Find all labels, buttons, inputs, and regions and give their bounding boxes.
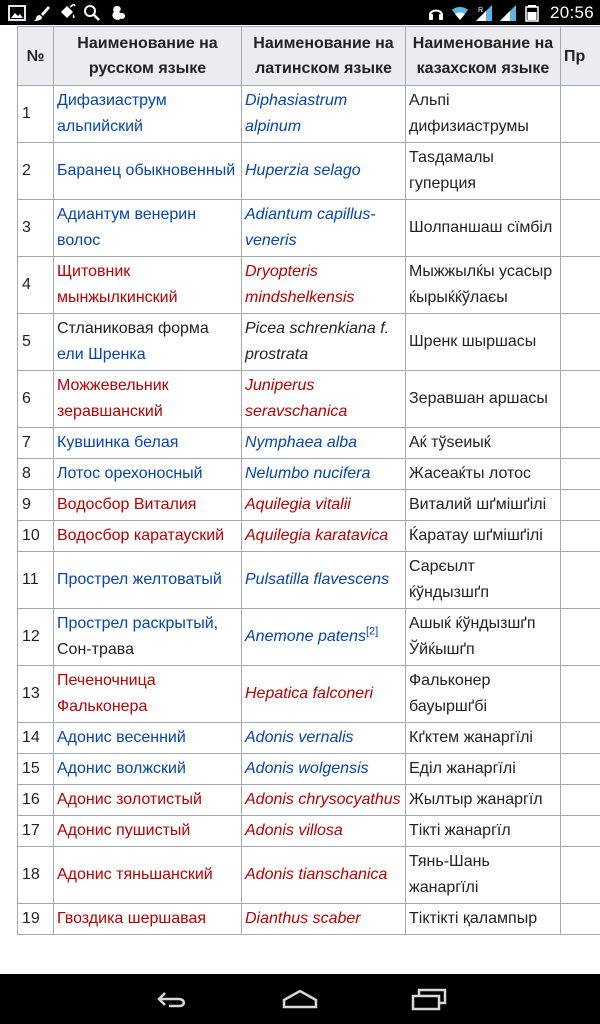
russian-name-cell [54, 666, 242, 723]
russian-name-link[interactable]: Гвоздика шершавая [57, 910, 207, 927]
table-body [18, 86, 600, 935]
russian-name-cell [54, 904, 242, 935]
kazakh-name-cell: Мыжжылќы усасыр ќырыќќўлаєы [406, 257, 561, 314]
note-cell [561, 847, 600, 904]
table-row [18, 459, 600, 490]
note-cell [561, 428, 600, 459]
latin-name-link[interactable]: Diphasiastrum alpinum [245, 92, 348, 135]
kazakh-name-cell: Еділ жанаргїлі [406, 754, 561, 785]
russian-name-cell [54, 609, 242, 666]
row-number: 5 [18, 314, 54, 371]
signal-strength-icon [499, 4, 517, 22]
table-row [18, 200, 600, 257]
kazakh-name-cell: Альпі дифизиаструмы [406, 86, 561, 143]
kazakh-name-cell: Тікті жанаргїл [406, 816, 561, 847]
russian-name-link[interactable]: Дифазиаструм альпийский [57, 92, 167, 135]
kazakh-name-cell: Тянь-Шань жанаргїлі [406, 847, 561, 904]
latin-name-link[interactable]: Juniperus seravschanica [245, 377, 348, 420]
latin-name-cell [242, 490, 406, 521]
russian-name-cell [54, 86, 242, 143]
russian-name-text: , Сон-трава [57, 615, 219, 658]
table-row [18, 428, 600, 459]
table-header-row [18, 27, 600, 86]
russian-name-link[interactable]: Адонис весенний [57, 729, 186, 746]
note-cell [561, 490, 600, 521]
latin-name-link[interactable]: Dryopteris mindshelkensis [245, 263, 355, 306]
squirrel-icon [108, 4, 126, 22]
table-row [18, 609, 600, 666]
russian-name-cell [54, 143, 242, 200]
header-russian-name[interactable]: Наименование на русском языке [54, 27, 242, 86]
signal-strength-icon [475, 4, 493, 22]
clock: 20:56 [549, 2, 594, 22]
home-icon [280, 987, 320, 1011]
row-number: 4 [18, 257, 54, 314]
latin-name-link[interactable]: Aquilegia vitalii [245, 496, 351, 513]
russian-name-link[interactable]: Адонис волжский [57, 760, 186, 777]
latin-name-link[interactable]: Nymphaea alba [245, 434, 358, 451]
navigation-bar [0, 974, 600, 1024]
row-number: 16 [18, 785, 54, 816]
table-row [18, 521, 600, 552]
table-row [18, 490, 600, 521]
note-cell [561, 143, 600, 200]
latin-name-cell [242, 666, 406, 723]
latin-name-cell [242, 86, 406, 143]
back-button[interactable] [143, 983, 203, 1015]
table-row [18, 847, 600, 904]
latin-name-cell [242, 314, 406, 371]
table-row [18, 816, 600, 847]
table-row [18, 904, 600, 935]
note-cell [561, 86, 600, 143]
home-button[interactable] [270, 983, 330, 1015]
latin-name-link[interactable]: Adonis villosa [245, 822, 343, 839]
russian-name-link[interactable]: Щитовник мынжылкинский [57, 263, 178, 306]
table-row [18, 785, 600, 816]
back-icon [155, 987, 191, 1011]
latin-name-link[interactable]: Aquilegia karatavica [245, 527, 389, 544]
note-cell [561, 459, 600, 490]
russian-name-cell [54, 371, 242, 428]
latin-name-link[interactable]: Adonis wolgensis [245, 760, 369, 777]
latin-name-cell [242, 754, 406, 785]
latin-name-cell [242, 428, 406, 459]
russian-name-cell [54, 785, 242, 816]
row-number: 17 [18, 816, 54, 847]
russian-name-link[interactable]: Адиантум венерин волос [57, 206, 197, 249]
russian-name-text: Стланиковая форма [57, 320, 209, 337]
russian-name-link[interactable]: Лотос орехоносный [57, 465, 203, 482]
row-number: 9 [18, 490, 54, 521]
row-number: 6 [18, 371, 54, 428]
latin-name-link[interactable]: Adonis tianschanica [245, 866, 388, 883]
russian-name-link[interactable]: Можжевельник зеравшанский [57, 377, 169, 420]
latin-name-link[interactable]: Huperzia selago [245, 162, 361, 179]
kazakh-name-cell: Жасеаќты лотос [406, 459, 561, 490]
note-cell [561, 200, 600, 257]
kazakh-name-cell: Тіктікті қалампыр [406, 904, 561, 935]
note-cell [561, 371, 600, 428]
kazakh-name-cell: Зеравшан аршасы [406, 371, 561, 428]
note-cell [561, 785, 600, 816]
russian-name-cell [54, 490, 242, 521]
table-row [18, 143, 600, 200]
page-content[interactable] [0, 25, 600, 975]
plants-table [17, 26, 600, 935]
kazakh-name-cell: Ќаратау шґмішґілі [406, 521, 561, 552]
row-number: 18 [18, 847, 54, 904]
kazakh-name-cell: Таѕдамалы гуперция [406, 143, 561, 200]
russian-name-link[interactable]: Водосбор Виталия [57, 496, 197, 513]
recent-apps-icon [409, 986, 449, 1012]
brush-icon [33, 4, 51, 22]
headphones-icon [427, 4, 445, 22]
russian-name-link[interactable]: Адонис пушистый [57, 822, 191, 839]
note-cell [561, 521, 600, 552]
russian-name-cell [54, 200, 242, 257]
note-cell [561, 314, 600, 371]
note-cell [561, 754, 600, 785]
latin-name-cell [242, 143, 406, 200]
latin-name-cell [242, 459, 406, 490]
russian-name-cell [54, 552, 242, 609]
table-row [18, 314, 600, 371]
status-bar [0, 0, 600, 25]
note-cell [561, 666, 600, 723]
row-number: 8 [18, 459, 54, 490]
note-cell [561, 723, 600, 754]
latin-name-text: Picea schrenkiana f. prostrata [245, 320, 390, 363]
header-num[interactable]: № [18, 27, 54, 86]
row-number: 3 [18, 200, 54, 257]
kazakh-name-cell: Шренк шыршасы [406, 314, 561, 371]
russian-name-link[interactable]: Печеночница Фальконера [57, 672, 156, 715]
latin-name-cell [242, 371, 406, 428]
note-cell [561, 257, 600, 314]
latin-name-cell [242, 200, 406, 257]
kazakh-name-cell: Кґктем жанаргїлі [406, 723, 561, 754]
svg-text:R: R [477, 6, 484, 14]
kazakh-name-cell: Ашыќ ќўндызшґп Ўйќышґп [406, 609, 561, 666]
russian-name-link[interactable]: ели Шренка [57, 346, 146, 363]
russian-name-cell [54, 257, 242, 314]
latin-name-link[interactable]: Hepatica falconeri [245, 685, 374, 702]
latin-name-link[interactable]: Adonis chrysocyathus [245, 791, 401, 808]
table-row [18, 257, 600, 314]
header-latin-name[interactable]: Наименование на латинском языке [242, 27, 406, 86]
row-number: 12 [18, 609, 54, 666]
wifi-icon [451, 4, 469, 22]
table-row [18, 86, 600, 143]
latin-name-cell [242, 723, 406, 754]
note-cell [561, 552, 600, 609]
table-row [18, 552, 600, 609]
russian-name-link[interactable]: Адонис тяньшанский [57, 866, 213, 883]
latin-name-cell [242, 552, 406, 609]
latin-name-cell [242, 816, 406, 847]
battery-icon [523, 4, 541, 22]
paint-bucket-icon [58, 4, 76, 22]
latin-name-link[interactable]: Nelumbo nucifera [245, 465, 371, 482]
row-number: 7 [18, 428, 54, 459]
latin-name-link[interactable]: Adiantum capillus-veneris [245, 206, 376, 249]
kazakh-name-cell: Шолпаншаш сїмбіл [406, 200, 561, 257]
row-number: 15 [18, 754, 54, 785]
russian-name-cell [54, 314, 242, 371]
recent-apps-button[interactable] [399, 983, 459, 1015]
russian-name-link[interactable]: Баранец обыкновенный [57, 162, 236, 179]
russian-name-link[interactable]: Адонис золотистый [57, 791, 202, 808]
table-row [18, 666, 600, 723]
latin-name-cell [242, 904, 406, 935]
image-icon [8, 4, 26, 22]
note-cell [561, 816, 600, 847]
search-icon [83, 4, 101, 22]
row-number: 13 [18, 666, 54, 723]
russian-name-link[interactable]: Кувшинка белая [57, 434, 179, 451]
row-number: 11 [18, 552, 54, 609]
kazakh-name-cell: Виталий шґмішґілі [406, 490, 561, 521]
table-row [18, 723, 600, 754]
row-number: 10 [18, 521, 54, 552]
latin-name-link[interactable]: Pulsatilla flavescens [245, 571, 390, 588]
russian-name-cell [54, 428, 242, 459]
latin-name-link[interactable]: Anemone patens [245, 628, 366, 645]
latin-name-link[interactable]: Adonis vernalis [245, 729, 354, 746]
row-number: 14 [18, 723, 54, 754]
header-note[interactable]: Пр [561, 27, 600, 86]
russian-name-link[interactable]: Прострел раскрытый [57, 615, 214, 632]
latin-name-cell [242, 609, 406, 666]
note-cell [561, 904, 600, 935]
row-number: 2 [18, 143, 54, 200]
russian-name-cell [54, 521, 242, 552]
russian-name-link[interactable]: Прострел желтоватый [57, 571, 222, 588]
note-cell [561, 609, 600, 666]
kazakh-name-cell: Фальконер бауыршґбі [406, 666, 561, 723]
russian-name-cell [54, 847, 242, 904]
russian-name-link[interactable]: Водосбор каратауский [57, 527, 225, 544]
table-row [18, 754, 600, 785]
latin-name-cell [242, 785, 406, 816]
kazakh-name-cell: Сарєылт ќўндызшґп [406, 552, 561, 609]
kazakh-name-cell: Аќ тўѕеиыќ [406, 428, 561, 459]
russian-name-cell [54, 459, 242, 490]
russian-name-cell [54, 754, 242, 785]
latin-name-cell [242, 847, 406, 904]
latin-name-link[interactable]: Dianthus scaber [245, 910, 361, 927]
reference-link[interactable]: [2] [365, 625, 379, 638]
row-number: 19 [18, 904, 54, 935]
row-number: 1 [18, 86, 54, 143]
russian-name-cell [54, 723, 242, 754]
latin-name-cell [242, 521, 406, 552]
latin-name-cell [242, 257, 406, 314]
russian-name-cell [54, 816, 242, 847]
kazakh-name-cell: Жылтыр жанаргїл [406, 785, 561, 816]
table-row [18, 371, 600, 428]
header-kazakh-name[interactable]: Наименование на казахском языке [406, 27, 561, 86]
